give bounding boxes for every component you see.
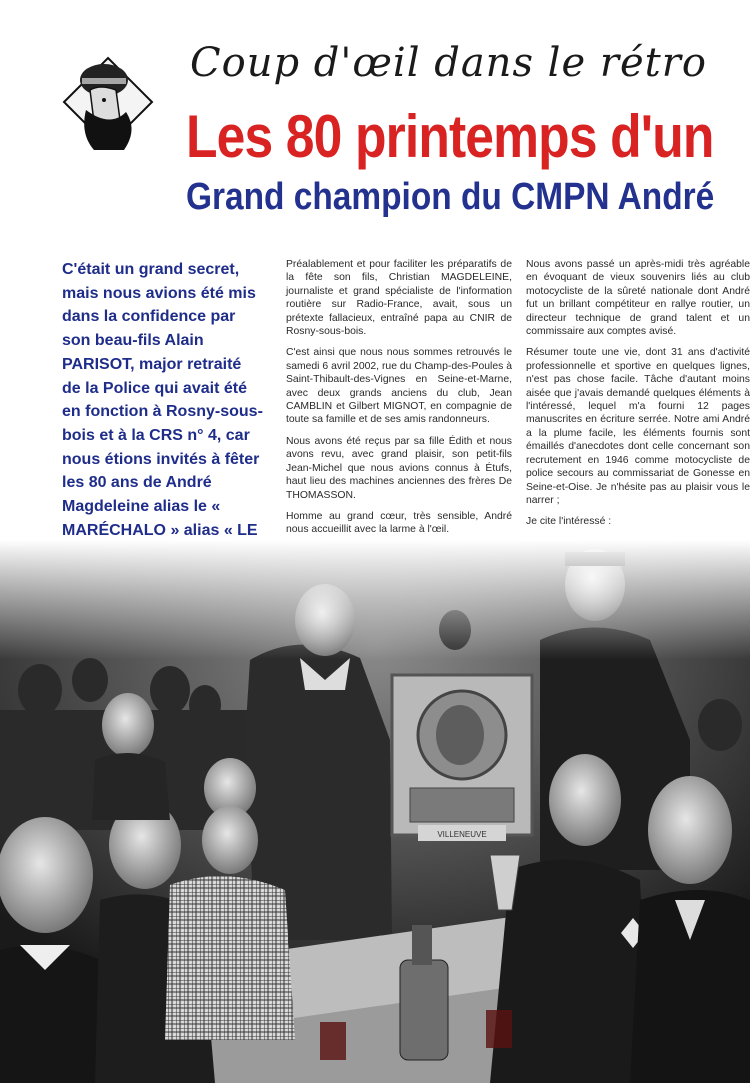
- intro-lede: C'était un grand secret, mais nous avions été mis dans la confidence par son beau-fils Alain PARISOT, major retraité de la Police qui avait été en fonction à Rosny-sous-bois et à la CRS n° 4, car nous étions invités à fêter les 80 ans de André Magdeleine alias le « MARÉCHALO » alias « LE: [62, 261, 263, 539]
- banquet-photo: [0, 540, 750, 1083]
- article-subheadline: Grand champion du CMPN André: [186, 176, 715, 218]
- column-3-paragraph-1: Nous avons passé un après-midi très agréable en évoquant de vieux souvenirs liés au club motocycliste de la sûreté nationale dont André fut un brillant compétiteur en rallye routier, un directeur technique de grand talent et un commissaire aux comptes avisé.: [526, 259, 750, 338]
- column-3-paragraph-3: Je cite l'intéressé :: [526, 516, 612, 528]
- helmet-rider-logo-icon: [60, 50, 156, 158]
- column-2-paragraph-1: Préalablement et pour faciliter les préparatifs de la fête son fils, Christian MAGDELEINE, journaliste et grand spécialiste de l'information routière sur Radio-France, avait, sous un prétexte fallacieux, entraîné papa au CNIR de Rosny-sous-bois.: [286, 259, 512, 338]
- column-2-paragraph-4: Homme au grand cœur, très sensible, André nous accueillit avec la larme à l'œil.: [286, 510, 512, 536]
- article-column-2: [286, 258, 512, 545]
- column-2-paragraph-2: C'est ainsi que nous nous sommes retrouvés le samedi 6 avril 2002, rue du Champ-des-Poules à Saint-Thibault-des-Vignes en Seine-et-Marne, avec deux grands anciens du club, Jean CAMBLIN et Gilbert MIGNOT, en compagnie de toute sa famille et de ses amis randonneurs.: [286, 347, 512, 426]
- article-headline: Les 80 printemps d'un: [186, 103, 714, 170]
- article-column-3: [526, 258, 750, 537]
- column-2-paragraph-3: Nous avons été reçus par sa fille Édith et nous avons revu, avec grand plaisir, son petit-fils Jean-Michel que nous avions connus à Étufs, haut lieu des machines anciennes des frères De THOMASSON.: [286, 435, 512, 501]
- column-3-paragraph-2: Résumer toute une vie, dont 31 ans d'activité professionnelle et sportive en quelques lignes, n'est pas chose facile. Tâche d'autant moins aisée que j'avais demandé quelques éléments à l'intéressé, lequel m'a fourni 12 pages manuscrites en écriture serrée. Notre ami André a la plume facile, les éléments fournis sont émaillés d'anecdotes dont celle concernant son recrutement en 1946 comme motocycliste de police secours au commissariat de Gonesse en Seine-et-Oise. Je n'hésite pas au plaisir vous le narrer ;: [526, 347, 750, 506]
- section-kicker: Coup d'œil dans le rétro: [190, 40, 707, 86]
